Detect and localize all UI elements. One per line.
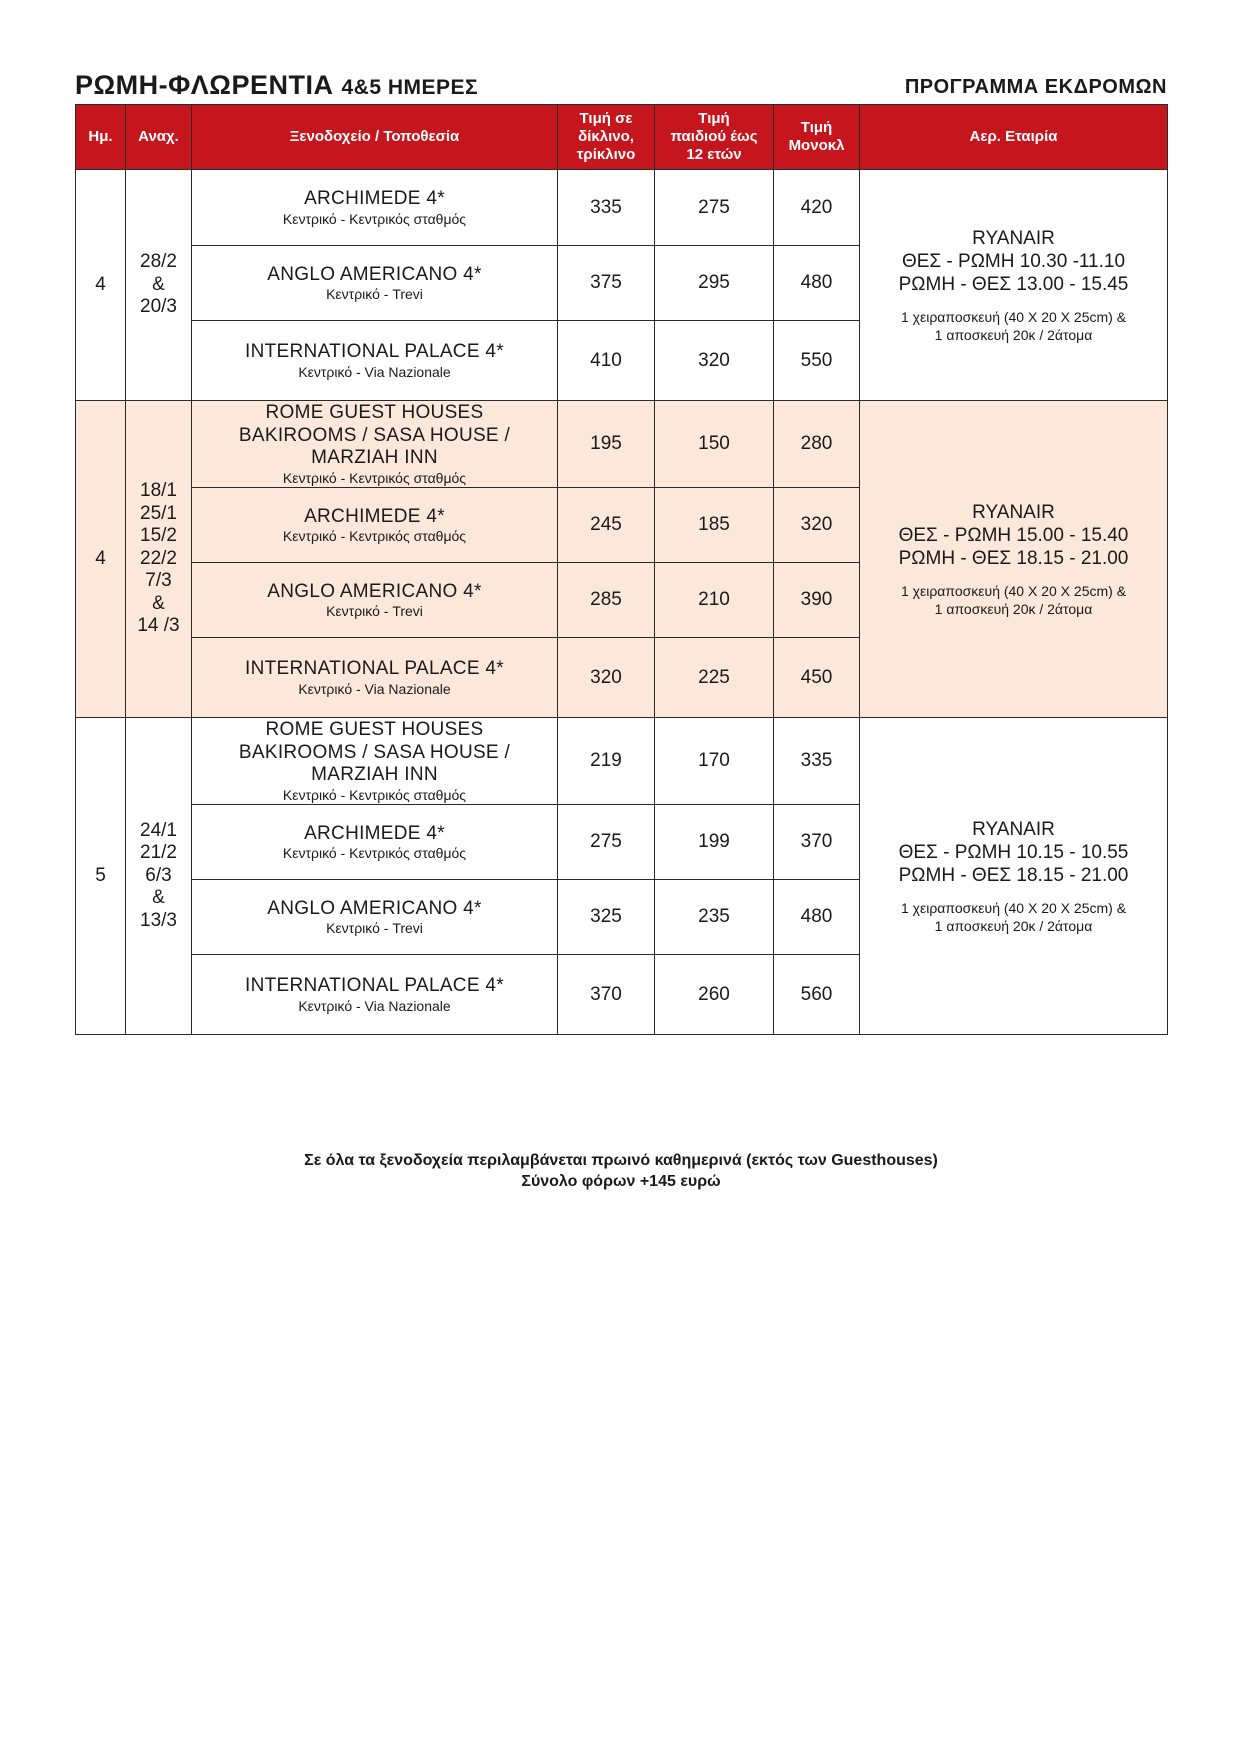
baggage-allowance [860, 899, 1167, 935]
col-header-price-child-line: 12 ετών [686, 146, 742, 163]
hotel-cell [192, 246, 558, 321]
hotel-name: ROME GUEST HOUSES [265, 719, 484, 741]
col-header-price-double-line: δίκλινο, [578, 128, 634, 145]
baggage-line: 1 χειραποσκευή (40 Χ 20 Χ 25cm) & [900, 308, 1127, 325]
hotel-name: ROME GUEST HOUSES [265, 402, 484, 424]
col-header-price-child-line: Τιμή [698, 110, 730, 127]
price-double-cell: 335 [558, 170, 655, 246]
price-child-cell: 199 [655, 805, 774, 880]
price-child-cell: 320 [655, 321, 774, 401]
departure-date: 13/3 [140, 909, 177, 931]
price-double-cell: 410 [558, 321, 655, 401]
price-single-cell: 335 [774, 718, 860, 805]
price-double-cell: 320 [558, 638, 655, 718]
price-child-cell: 235 [655, 880, 774, 955]
departure-date: & [152, 592, 165, 614]
price-child-cell: 260 [655, 955, 774, 1035]
hotel-cell [192, 805, 558, 880]
price-child-cell: 170 [655, 718, 774, 805]
departure-date: 18/1 [140, 480, 177, 502]
hotel-location: Κεντρικό - Trevi [326, 603, 423, 620]
table-row [76, 170, 1168, 246]
hotel-cell [192, 401, 558, 488]
price-child-cell: 185 [655, 488, 774, 563]
hotel-name: ARCHIMEDE 4* [304, 505, 445, 527]
price-double-cell: 219 [558, 718, 655, 805]
price-single-cell: 280 [774, 401, 860, 488]
flight-schedule: ΘΕΣ - ΡΩΜΗ 10.30 -11.10 [901, 250, 1126, 272]
departure-date: 7/3 [145, 570, 172, 592]
airline-cell [860, 170, 1168, 401]
departure-dates-cell [126, 170, 192, 401]
airline-name: RYANAIR [972, 818, 1055, 840]
price-child-cell: 225 [655, 638, 774, 718]
departure-date: & [152, 887, 165, 909]
price-single-cell: 320 [774, 488, 860, 563]
departure-date: 21/2 [140, 842, 177, 864]
days-cell: 4 [76, 170, 126, 401]
days-cell: 4 [76, 401, 126, 718]
departure-dates-cell [126, 718, 192, 1035]
program-label: ΠΡΟΓΡΑΜΜΑ ΕΚΔΡΟΜΩΝ [904, 76, 1167, 98]
hotel-location: Κεντρικό - Via Nazionale [298, 363, 451, 380]
page-title [75, 70, 478, 101]
col-header-price-single-line: Μονοκλ [788, 137, 845, 154]
hotel-location: Κεντρικό - Κεντρικός σταθμός [282, 469, 467, 486]
baggage-line: 1 αποσκευή 20κ / 2άτομα [934, 326, 1093, 343]
hotel-cell [192, 718, 558, 805]
price-double-cell: 375 [558, 246, 655, 321]
hotel-location: Κεντρικό - Κεντρικός σταθμός [282, 845, 467, 862]
hotel-location: Κεντρικό - Κεντρικός σταθμός [282, 210, 467, 227]
hotel-name: ARCHIMEDE 4* [304, 188, 445, 210]
hotel-name: MARZIAH INN [311, 764, 438, 786]
col-header-price-double-line: Τιμή σε [579, 110, 633, 127]
baggage-line: 1 αποσκευή 20κ / 2άτομα [934, 917, 1093, 934]
hotel-cell [192, 563, 558, 638]
hotel-name: ARCHIMEDE 4* [304, 822, 445, 844]
col-header-hotel: Ξενοδοχείο / Τοποθεσία [192, 105, 558, 170]
col-header-price-child-line: παιδιού έως [670, 128, 758, 145]
price-double-cell: 195 [558, 401, 655, 488]
price-child-cell: 210 [655, 563, 774, 638]
hotel-cell [192, 488, 558, 563]
baggage-allowance [860, 308, 1167, 344]
price-single-cell: 390 [774, 563, 860, 638]
hotel-location: Κεντρικό - Trevi [326, 286, 423, 303]
departure-date: & [152, 273, 165, 295]
days-cell: 5 [76, 718, 126, 1035]
price-table [75, 104, 1168, 1035]
hotel-cell [192, 955, 558, 1035]
hotel-name: INTERNATIONAL PALACE 4* [245, 658, 504, 680]
col-header-airline: Αερ. Εταιρία [860, 105, 1168, 170]
price-single-cell: 550 [774, 321, 860, 401]
price-double-cell: 245 [558, 488, 655, 563]
hotel-cell [192, 170, 558, 246]
hotel-name: ANGLO AMERICANO 4* [267, 580, 482, 602]
departure-date: 28/2 [140, 251, 177, 273]
hotel-cell [192, 880, 558, 955]
hotel-location: Κεντρικό - Κεντρικός σταθμός [282, 786, 467, 803]
hotel-location: Κεντρικό - Κεντρικός σταθμός [282, 528, 467, 545]
hotel-name: BAKIROOMS / SASA HOUSE / [238, 424, 511, 446]
price-double-cell: 325 [558, 880, 655, 955]
price-child-cell: 295 [655, 246, 774, 321]
hotel-cell [192, 321, 558, 401]
flight-schedule: ΡΩΜΗ - ΘΕΣ 18.15 - 21.00 [898, 547, 1129, 569]
col-header-price-child [655, 105, 774, 170]
departure-date: 6/3 [145, 864, 172, 886]
table-row [76, 401, 1168, 488]
title-destination: ΡΩΜΗ-ΦΛΩΡΕΝΤΙΑ [75, 70, 334, 100]
departure-dates-cell [126, 401, 192, 718]
departure-date: 15/2 [140, 525, 177, 547]
table-row [76, 718, 1168, 805]
departure-date: 20/3 [140, 296, 177, 318]
price-double-cell: 275 [558, 805, 655, 880]
price-single-cell: 480 [774, 880, 860, 955]
airline-cell [860, 718, 1168, 1035]
hotel-name: ANGLO AMERICANO 4* [267, 897, 482, 919]
footer-notes [75, 1150, 1167, 1192]
departure-date: 24/1 [140, 819, 177, 841]
hotel-name: INTERNATIONAL PALACE 4* [245, 975, 504, 997]
baggage-line: 1 χειραποσκευή (40 Χ 20 Χ 25cm) & [900, 582, 1127, 599]
baggage-line: 1 χειραποσκευή (40 Χ 20 Χ 25cm) & [900, 899, 1127, 916]
baggage-line: 1 αποσκευή 20κ / 2άτομα [934, 600, 1093, 617]
hotel-location: Κεντρικό - Via Nazionale [298, 680, 451, 697]
page-header [75, 70, 1167, 104]
breakfast-note: Σε όλα τα ξενοδοχεία περιλαμβάνεται πρωινό καθημερινά (εκτός των Guesthouses) [304, 1152, 938, 1169]
price-single-cell: 370 [774, 805, 860, 880]
price-double-cell: 370 [558, 955, 655, 1035]
price-single-cell: 450 [774, 638, 860, 718]
hotel-location: Κεντρικό - Trevi [326, 920, 423, 937]
hotel-name: MARZIAH INN [311, 447, 438, 469]
airline-name: RYANAIR [972, 227, 1055, 249]
table-body [76, 170, 1168, 1035]
airline-cell [860, 401, 1168, 718]
header-row [76, 105, 1168, 170]
hotel-name: BAKIROOMS / SASA HOUSE / [238, 741, 511, 763]
flight-schedule: ΡΩΜΗ - ΘΕΣ 13.00 - 15.45 [898, 273, 1129, 295]
price-child-cell: 275 [655, 170, 774, 246]
price-single-cell: 480 [774, 246, 860, 321]
flight-schedule: ΘΕΣ - ΡΩΜΗ 15.00 - 15.40 [898, 524, 1129, 546]
departure-date: 25/1 [140, 502, 177, 524]
taxes-note: Σύνολο φόρων +145 ευρώ [521, 1173, 721, 1190]
hotel-name: INTERNATIONAL PALACE 4* [245, 341, 504, 363]
col-header-days: Ημ. [76, 105, 126, 170]
price-double-cell: 285 [558, 563, 655, 638]
hotel-name: ANGLO AMERICANO 4* [267, 263, 482, 285]
baggage-allowance [860, 582, 1167, 618]
price-child-cell: 150 [655, 401, 774, 488]
title-duration: 4&5 ΗΜΕΡΕΣ [341, 76, 479, 99]
flight-schedule: ΘΕΣ - ΡΩΜΗ 10.15 - 10.55 [898, 841, 1129, 863]
col-header-price-double [558, 105, 655, 170]
price-single-cell: 420 [774, 170, 860, 246]
departure-date: 22/2 [140, 547, 177, 569]
departure-date: 14 /3 [137, 615, 180, 637]
col-header-price-single-line: Τιμή [800, 119, 833, 136]
col-header-price-single [774, 105, 860, 170]
col-header-departure: Αναχ. [126, 105, 192, 170]
col-header-price-double-line: τρίκλινο [576, 146, 636, 163]
flight-schedule: ΡΩΜΗ - ΘΕΣ 18.15 - 21.00 [898, 864, 1129, 886]
hotel-cell [192, 638, 558, 718]
airline-name: RYANAIR [972, 501, 1055, 523]
hotel-location: Κεντρικό - Via Nazionale [298, 997, 451, 1014]
table-header [76, 105, 1168, 170]
price-single-cell: 560 [774, 955, 860, 1035]
